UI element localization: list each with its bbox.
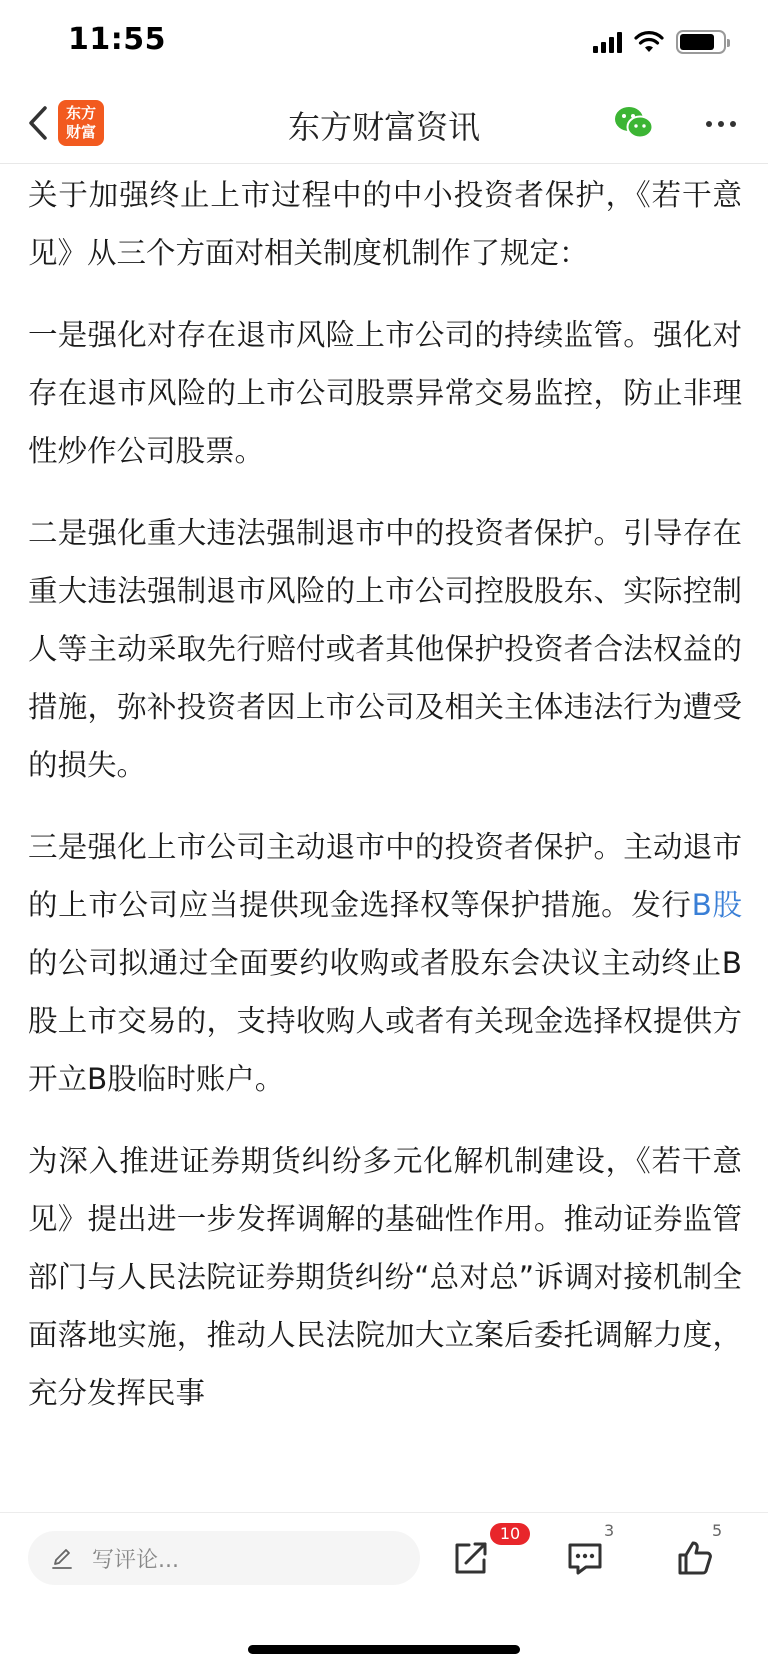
page-title: 东方财富资讯 [287,108,480,146]
article-body [28,166,742,1512]
article-paragraph-5: 为深入推进证券期货纠纷多元化解机制建设，《若干意见》提出进一步发挥调解的基础性作用。推动证券监管部门与人民法院证券期货纠纷“总对总”诉调对接机制全面落地实施，推动人民法院加大立案后委托调解力度，充分发挥民事 [28,1144,742,1410]
status-icons [593,26,726,58]
comment-count: 3 [604,1521,615,1540]
comment-icon [566,1539,604,1577]
nav-bar [0,84,768,164]
paragraph-text-before-link: 三是强化上市公司主动退市中的投资者保护。主动退市的上市公司应当提供现金选择权等保护措施。发行 [28,830,742,922]
comments-button[interactable] [560,1533,610,1583]
article-paragraph-1: 关于加强终止上市过程中的中小投资者保护，《若干意见》从三个方面对相关制度机制作了规定： [28,178,742,270]
like-count: 5 [712,1521,723,1540]
share-icon [452,1539,490,1577]
logo-line-2: 财富 [65,123,96,141]
app-logo[interactable] [58,100,104,146]
status-time: 11:55 [68,22,166,57]
comment-input[interactable] [28,1531,420,1585]
share-count-badge: 10 [490,1523,530,1545]
wechat-share-button[interactable] [614,104,654,142]
bottom-action-bar [0,1512,768,1663]
wifi-icon [634,30,664,54]
article-paragraph-4 [28,818,742,1108]
article-paragraph-3: 二是强化重大违法强制退市中的投资者保护。引导存在重大违法强制退市风险的上市公司控股股东、实际控制人等主动采取先行赔付或者其他保护投资者合法权益的措施，弥补投资者因上市公司及相关主体违法行为遭受的损失。 [28,516,742,782]
cellular-signal-icon [593,31,622,53]
back-button[interactable] [20,100,56,146]
wechat-icon [614,104,654,142]
article-paragraph-2: 一是强化对存在退市风险上市公司的持续监管。强化对存在退市风险的上市公司股票异常交易监控，防止非理性炒作公司股票。 [28,318,742,468]
battery-icon [676,30,726,54]
more-dots-icon [706,121,712,127]
more-button[interactable] [696,106,746,142]
logo-line-1: 东方 [65,104,96,122]
pencil-icon [50,1546,74,1570]
comment-placeholder: 写评论... [92,1547,179,1573]
stock-link-b-shares[interactable]: B股 [691,888,742,922]
like-button[interactable] [670,1533,720,1583]
share-button[interactable] [446,1533,496,1583]
thumbs-up-icon [676,1539,714,1577]
paragraph-text-after-link: 的公司拟通过全面要约收购或者股东会决议主动终止B股上市交易的，支持收购人或者有关现金选择权提供方开立B股临时账户。 [28,946,742,1096]
status-bar [0,0,768,84]
home-indicator[interactable] [248,1645,520,1654]
back-chevron-icon [27,105,49,141]
